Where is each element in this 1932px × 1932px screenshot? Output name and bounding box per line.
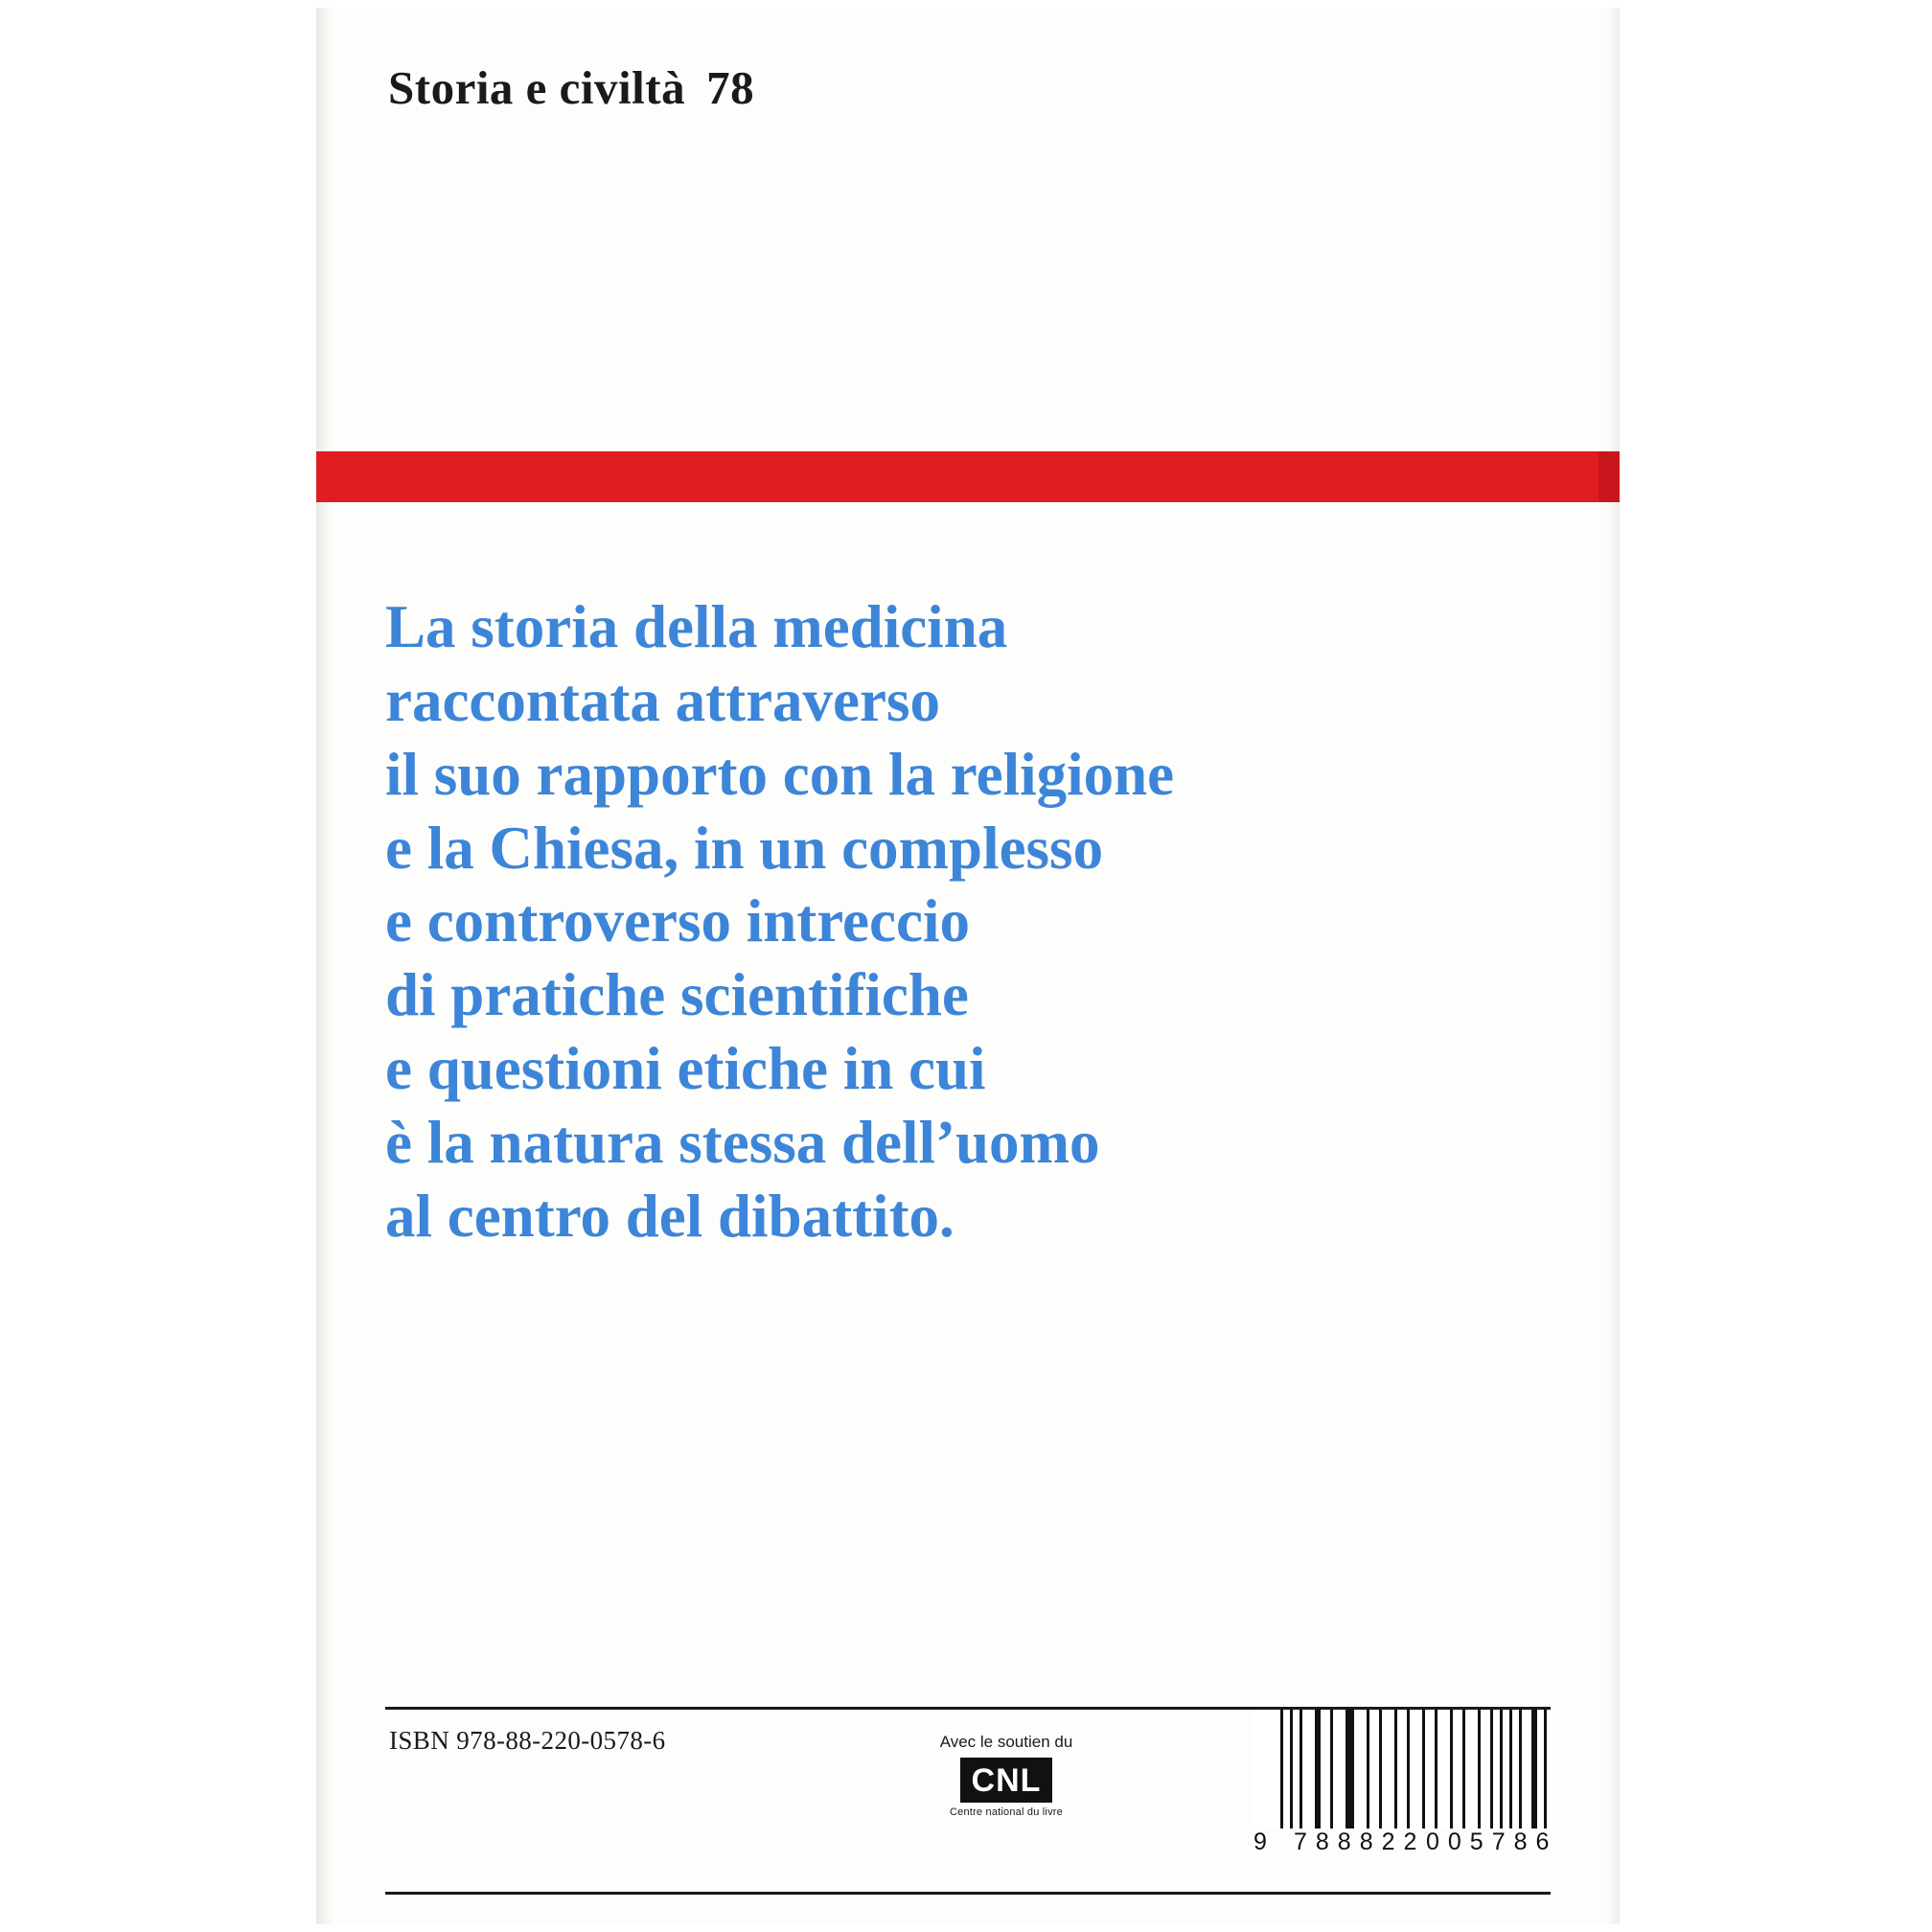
cover-page [316,8,1620,1924]
blurb-line: La storia della medicina [385,593,1008,660]
spine-shading [316,8,334,1924]
edge-shading [1606,8,1620,1924]
cnl-logo-mark: CNL [971,1762,1042,1799]
blurb-line: al centro del dibattito. [385,1182,954,1250]
blurb-line: raccontata attraverso [385,666,940,734]
barcode-lead-digit: 9 [1254,1828,1268,1855]
footer-rule-bottom [385,1892,1551,1895]
blurb-text [385,590,1516,1254]
red-divider-band [316,451,1620,502]
cnl-logo-block [891,1733,1121,1818]
support-text: Avec le soutien du [939,1733,1073,1751]
cnl-logo-caption: Centre national du livre [950,1806,1063,1818]
series-number: 78 [706,61,755,114]
barcode-block [1254,1710,1558,1857]
blurb-line: e la Chiesa, in un complesso [385,814,1104,882]
barcode-bars [1254,1710,1551,1828]
blurb-line: di pratiche scientifiche [385,961,969,1029]
barcode-digits [1254,1828,1558,1857]
blurb-line: e questioni etiche in cui [385,1035,986,1103]
isbn-text: ISBN 978-88-220-0578-6 [389,1726,666,1755]
blurb-line: e controverso intreccio [385,887,970,955]
cnl-logo-icon [960,1758,1053,1803]
blurb-line: il suo rapporto con la religione [385,740,1175,808]
barcode-left-group: 788822 [1294,1828,1426,1855]
series-title-line [388,60,754,115]
blurb-line: è la natura stessa dell’uomo [385,1109,1100,1177]
red-band-notch [1598,451,1620,502]
series-name: Storia e civiltà [388,61,686,114]
barcode-right-group: 005786 [1426,1828,1558,1855]
